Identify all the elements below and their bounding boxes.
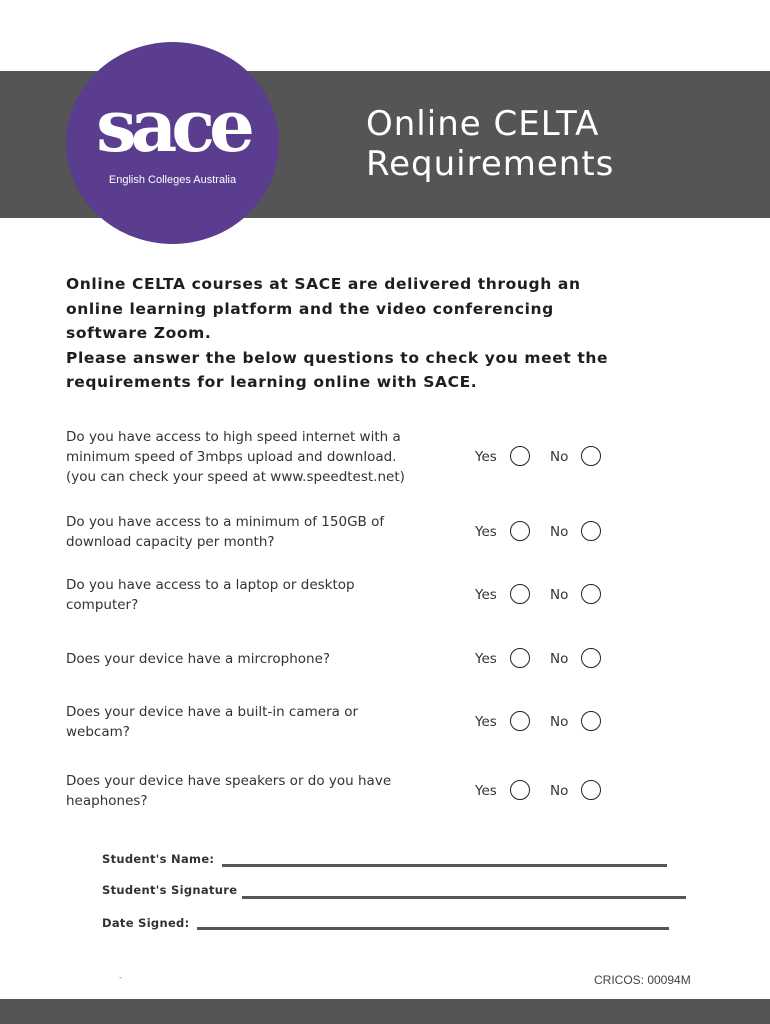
question-line: Does your device have a built-in camera or: [66, 704, 359, 720]
yes-label: Yes: [475, 524, 497, 540]
intro-line: requirements for learning online with SACE.: [66, 373, 478, 391]
question-line: Does your device have a mircrophone?: [66, 651, 331, 667]
yes-radio[interactable]: [510, 648, 530, 668]
title-line-2: Requirements: [366, 144, 615, 184]
date-signed-field[interactable]: [197, 927, 669, 930]
sace-logo: [66, 42, 279, 244]
no-radio[interactable]: [581, 648, 601, 668]
yes-label: Yes: [475, 587, 497, 603]
question-line: heaphones?: [66, 793, 148, 809]
question-internet: [66, 427, 466, 487]
yes-label: Yes: [475, 714, 497, 730]
student-signature-field[interactable]: [242, 896, 686, 899]
intro-line: Please answer the below questions to check you meet the: [66, 348, 609, 367]
no-radio[interactable]: [581, 446, 601, 466]
question-line: minimum speed of 3mbps upload and download.: [66, 449, 397, 465]
no-label: No: [550, 714, 569, 730]
cricos-code: CRICOS: 00094M: [594, 973, 691, 987]
footer-band: [0, 999, 770, 1024]
question-computer: [66, 575, 466, 615]
yes-radio[interactable]: [510, 446, 530, 466]
yes-label: Yes: [475, 783, 497, 799]
question-download-capacity: [66, 512, 466, 552]
intro-line: Online CELTA courses at SACE are delivered through an: [66, 275, 581, 293]
intro-text: [66, 272, 706, 395]
logo-subtitle: English Colleges Australia: [108, 174, 237, 186]
student-name-label: Student's Name:: [102, 852, 215, 866]
no-label: No: [550, 587, 569, 603]
question-microphone: [66, 649, 466, 669]
question-line: Do you have access to a minimum of 150GB of: [66, 514, 385, 530]
no-radio[interactable]: [581, 780, 601, 800]
student-signature-label: Student's Signature: [102, 883, 238, 897]
no-radio[interactable]: [581, 711, 601, 731]
question-line: Do you have access to a laptop or desktop: [66, 577, 355, 593]
student-name-field[interactable]: [222, 864, 667, 867]
no-label: No: [550, 449, 569, 465]
question-line: webcam?: [66, 724, 130, 740]
question-line: computer?: [66, 597, 139, 613]
question-camera: [66, 702, 466, 742]
yes-radio[interactable]: [510, 780, 530, 800]
question-line: download capacity per month?: [66, 534, 275, 550]
date-signed-label: Date Signed:: [102, 916, 190, 930]
title-line-1: Online CELTA: [366, 104, 600, 144]
yes-radio[interactable]: [510, 521, 530, 541]
yes-radio[interactable]: [510, 711, 530, 731]
no-label: No: [550, 651, 569, 667]
yes-label: Yes: [475, 651, 497, 667]
no-radio[interactable]: [581, 584, 601, 604]
footer-dash: -: [119, 973, 123, 983]
no-label: No: [550, 524, 569, 540]
intro-line: software Zoom.: [66, 324, 212, 342]
no-label: No: [550, 783, 569, 799]
logo-wordmark: sace: [96, 83, 249, 168]
question-line: Does your device have speakers or do you have: [66, 773, 392, 789]
no-radio[interactable]: [581, 521, 601, 541]
question-line: Do you have access to high speed internet with a: [66, 429, 401, 445]
question-line: (you can check your speed at www.speedtest.net): [66, 469, 405, 485]
page-title: [366, 104, 614, 184]
intro-line: online learning platform and the video conferencing: [66, 299, 554, 318]
yes-radio[interactable]: [510, 584, 530, 604]
yes-label: Yes: [475, 449, 497, 465]
question-speakers: [66, 771, 466, 811]
